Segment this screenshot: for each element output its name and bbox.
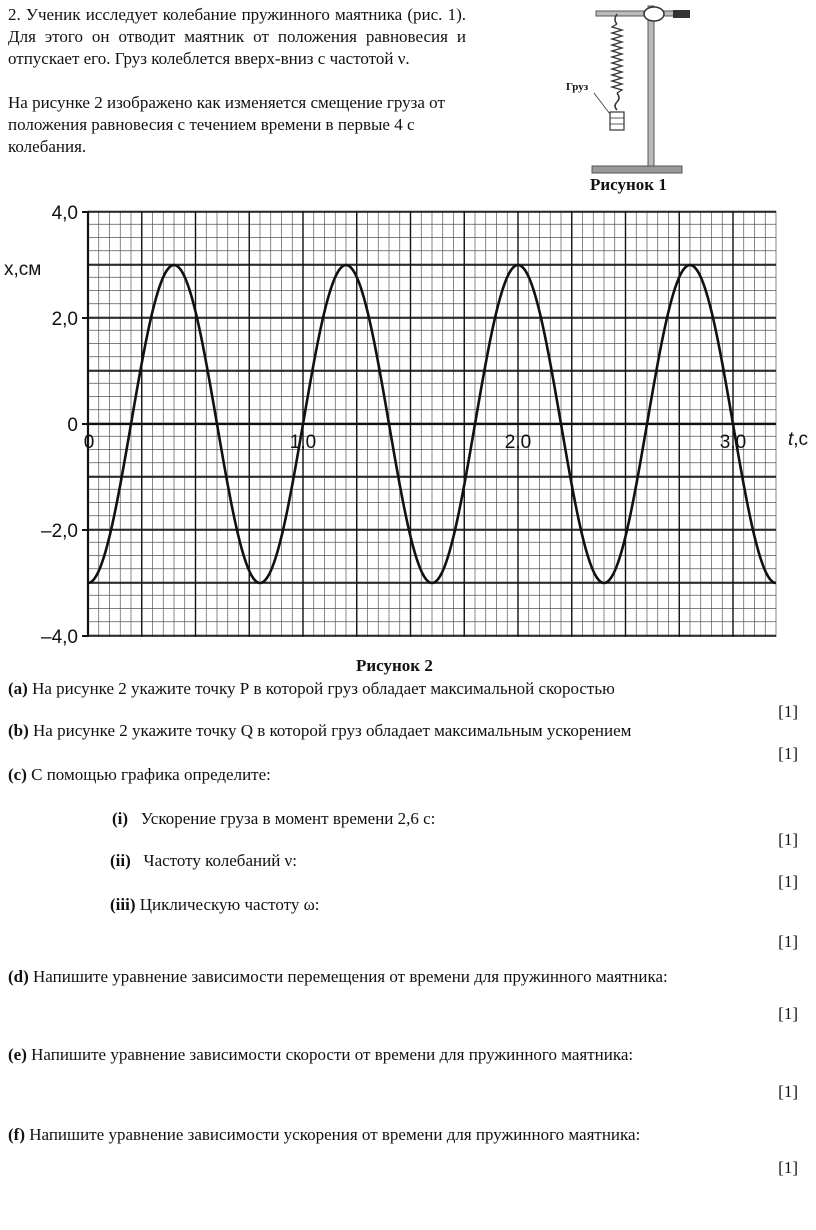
weight-hook <box>615 93 619 110</box>
question-b-text: На рисунке 2 укажите точку Q в которой груз обладает максимальным ускорением <box>28 721 632 740</box>
question-a-label: (a) <box>8 679 28 698</box>
question-f <box>8 1124 640 1146</box>
question-c-ii-label: (ii) <box>110 851 131 870</box>
stand-clamp <box>644 7 664 21</box>
question-e-mark: [1] <box>778 1082 798 1101</box>
question-a <box>8 678 615 700</box>
spring <box>612 24 622 93</box>
stand-rod <box>648 6 654 166</box>
intro-paragraph-1: 2. Ученик исследует колебание пружинного маятника (рис. 1). Для этого он отводит маятник от положения равновесия и отпускает его. Груз колеблется вверх-вниз с частотой ν. <box>8 5 466 68</box>
question-f-mark: [1] <box>778 1158 798 1177</box>
question-c <box>8 764 271 786</box>
y-tick-label: –2,0 <box>41 521 78 542</box>
y-tick-label: –4,0 <box>41 627 78 648</box>
y-tick-label: 4,0 <box>51 203 78 224</box>
question-d-mark: [1] <box>778 1004 798 1023</box>
question-c-ii <box>110 850 297 872</box>
displacement-time-chart <box>0 195 816 655</box>
figure-1-pendulum <box>560 0 700 178</box>
weight-block <box>610 112 624 130</box>
question-f-text: Напишите уравнение зависимости ускорения от времени для пружинного маятника: <box>24 1125 641 1144</box>
weight-leader-line <box>594 93 610 114</box>
question-c-iii-label: (iii) <box>110 895 136 914</box>
question-c-i-text: Ускорение груза в момент времени 2,6 с: <box>140 809 436 828</box>
tick-labels <box>41 203 746 648</box>
question-c-i-mark: [1] <box>778 830 798 849</box>
x-tick-label: 0 <box>83 432 95 453</box>
question-a-mark: [1] <box>778 702 798 721</box>
spring-hook <box>615 14 617 24</box>
question-d-text: Напишите уравнение зависимости перемещения от времени для пружинного маятника: <box>28 967 668 986</box>
x-tick-label: 1,0 <box>289 432 317 453</box>
y-tick-label: 0 <box>67 415 78 436</box>
question-e <box>8 1044 633 1066</box>
x-axis-label: t,c <box>788 429 809 450</box>
x-tick-label: 3,0 <box>719 432 747 453</box>
weight-label: Груз <box>566 81 589 93</box>
question-c-text: С помощью графика определите: <box>26 765 271 784</box>
stand-base <box>592 166 682 173</box>
question-c-iii <box>110 894 320 916</box>
question-b <box>8 720 631 742</box>
question-f-label: (f) <box>8 1125 25 1144</box>
question-c-iii-mark: [1] <box>778 932 798 951</box>
question-c-ii-mark: [1] <box>778 872 798 891</box>
x-tick-label: 2,0 <box>504 432 532 453</box>
figure-2-caption: Рисунок 2 <box>356 656 433 675</box>
question-c-iii-text: Циклическую частоту ω: <box>135 895 320 914</box>
question-c-i-label: (i) <box>112 809 129 828</box>
clamp-screw <box>673 10 690 18</box>
question-d <box>8 966 668 988</box>
figure-1-caption: Рисунок 1 <box>590 175 667 194</box>
question-c-i <box>112 808 435 830</box>
question-b-mark: [1] <box>778 744 798 763</box>
question-e-text: Напишите уравнение зависимости скорости от времени для пружинного маятника: <box>26 1045 634 1064</box>
question-a-text: На рисунке 2 укажите точку Р в которой груз обладает максимальной скоростью <box>27 679 615 698</box>
question-b-label: (b) <box>8 721 29 740</box>
question-c-ii-text: Частоту колебаний ν: <box>143 851 297 870</box>
problem-intro <box>8 4 466 158</box>
question-e-label: (e) <box>8 1045 27 1064</box>
y-axis-label: x,см <box>4 259 42 280</box>
question-d-label: (d) <box>8 967 29 986</box>
y-tick-label: 2,0 <box>51 309 78 330</box>
intro-paragraph-2: На рисунке 2 изображено как изменяется смещение груза от положения равновесия с течением времени в первые 4 с колебания. <box>8 93 445 156</box>
question-c-label: (c) <box>8 765 27 784</box>
